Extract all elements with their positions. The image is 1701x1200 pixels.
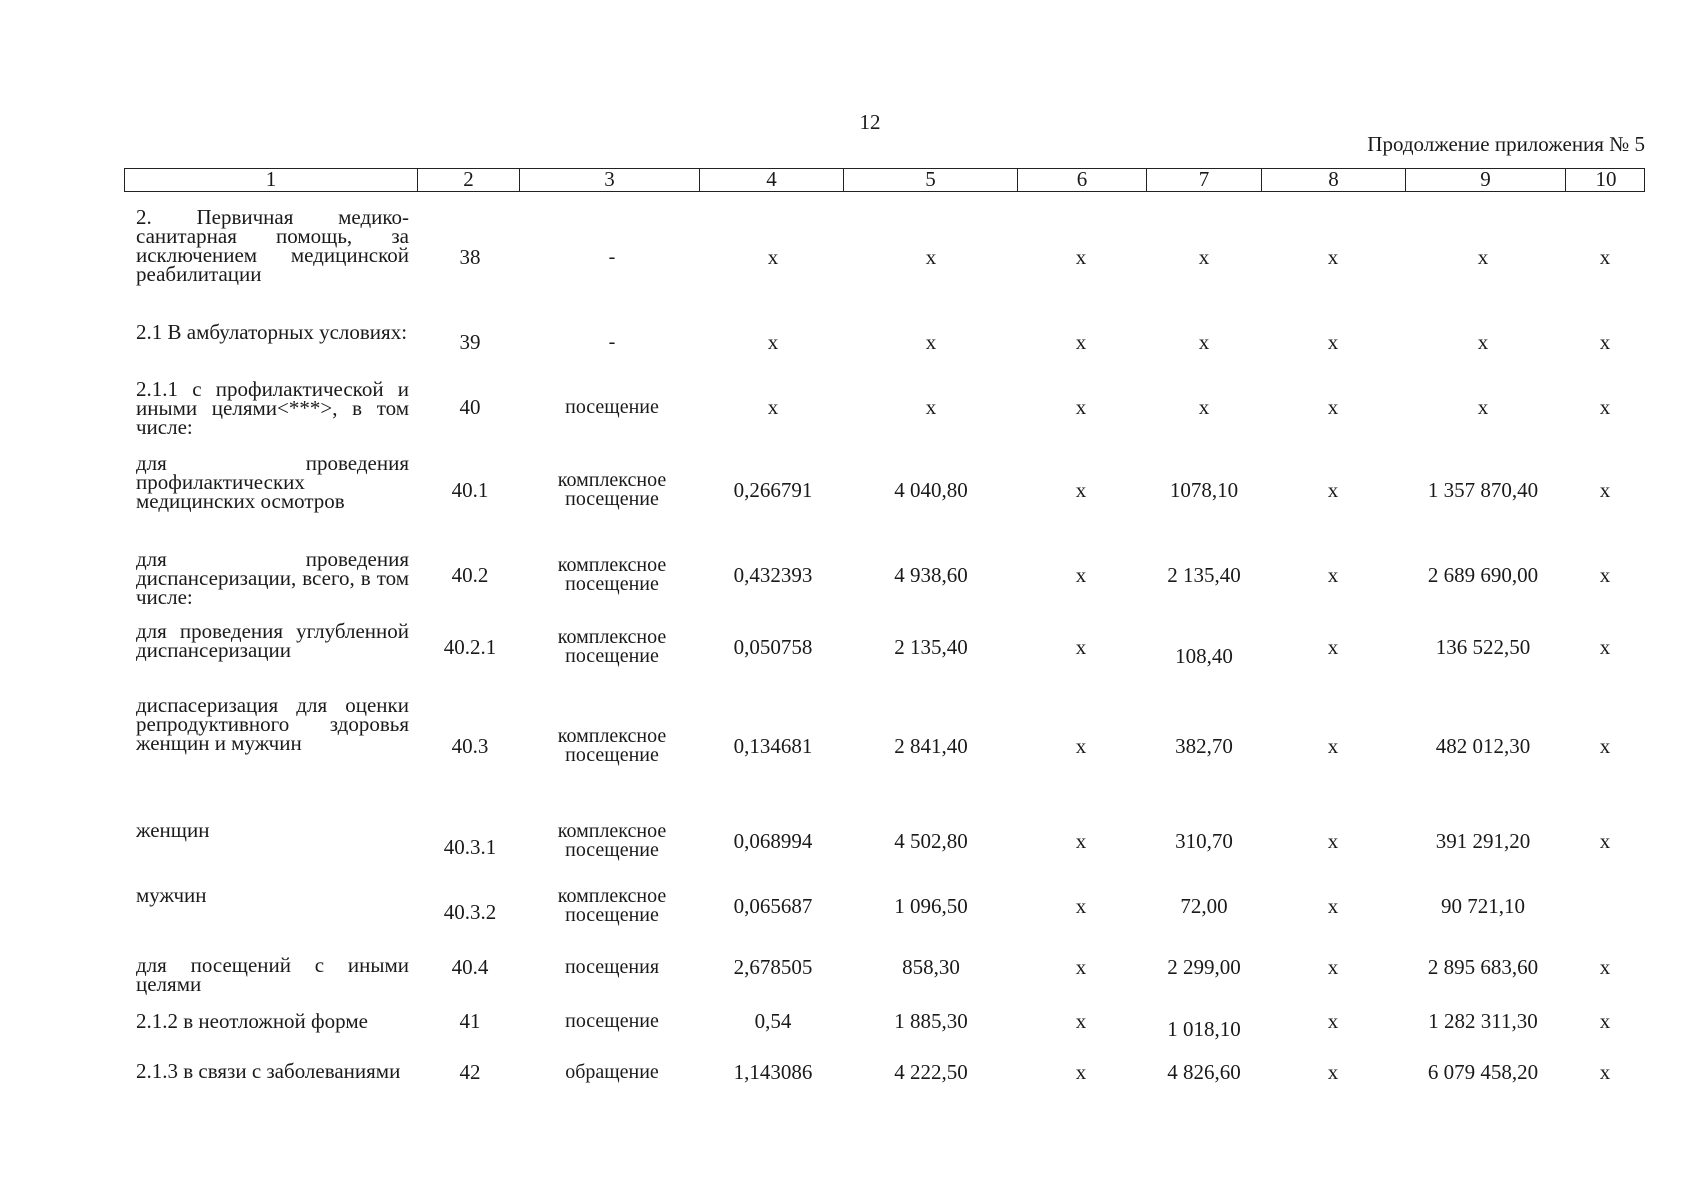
cell-v4: х <box>767 395 779 419</box>
cell-code: 42 <box>459 1060 481 1084</box>
cell-v4: 0,068994 <box>733 829 813 853</box>
cell-v9: 90 721,10 <box>1441 894 1525 918</box>
cell-unit: комплексное посещение <box>557 885 667 926</box>
column-number: 5 <box>844 169 1018 191</box>
cell-v5: х <box>925 245 937 269</box>
cell-v5: 4 040,80 <box>894 478 968 502</box>
cell-v4: х <box>767 330 779 354</box>
cell-code: 39 <box>459 330 481 354</box>
page-number: 12 <box>859 110 881 134</box>
cell-v5: 1 885,30 <box>894 1009 968 1033</box>
cell-v10: х <box>1599 330 1611 354</box>
cell-v8: х <box>1327 478 1339 502</box>
row-name: мужчин <box>136 883 207 907</box>
column-number: 3 <box>520 169 700 191</box>
column-number: 8 <box>1262 169 1406 191</box>
cell-v5: 4 938,60 <box>894 563 968 587</box>
cell-code: 40.3 <box>451 734 489 758</box>
cell-v4: 0,065687 <box>733 894 813 918</box>
cell-v9: х <box>1477 395 1489 419</box>
row-name: для проведения диспансеризации, всего, в том числе: <box>136 547 409 609</box>
cell-v5: 858,30 <box>902 955 960 979</box>
row-name: 2.1.3 в связи с заболеваниями <box>136 1059 401 1083</box>
cell-v8: х <box>1327 635 1339 659</box>
cell-v10: х <box>1599 1060 1611 1084</box>
cell-v7: 4 826,60 <box>1167 1060 1241 1084</box>
cell-v6: х <box>1075 1060 1087 1084</box>
cell-v10: х <box>1599 955 1611 979</box>
cell-unit: посещение <box>565 396 659 418</box>
cell-v10: х <box>1599 829 1611 853</box>
cell-code: 40.3.2 <box>443 900 497 924</box>
cell-v7: 72,00 <box>1180 894 1228 918</box>
row-name: 2.1.2 в неотложной форме <box>136 1009 368 1033</box>
cell-v9: 6 079 458,20 <box>1427 1060 1539 1084</box>
cell-v5: х <box>925 395 937 419</box>
cell-v5: 4 222,50 <box>894 1060 968 1084</box>
column-number: 9 <box>1406 169 1566 191</box>
cell-code: 40.4 <box>451 955 489 979</box>
cell-v9: 1 357 870,40 <box>1427 478 1539 502</box>
cell-unit: комплексное посещение <box>557 469 667 510</box>
cell-v7: х <box>1198 395 1210 419</box>
row-name: для проведения профилактических медицинских осмотров <box>136 451 409 513</box>
column-number: 7 <box>1147 169 1262 191</box>
cell-unit: комплексное посещение <box>557 554 667 595</box>
cell-v10: х <box>1599 1009 1611 1033</box>
row-name: диспасеризация для оценки репродуктивного здоровья женщин и мужчин <box>136 693 409 755</box>
cell-v6: х <box>1075 894 1087 918</box>
row-name: 2.1.1 с профилактической и иными целями<***>, в том числе: <box>136 377 409 439</box>
cell-v7: 108,40 <box>1175 644 1233 668</box>
cell-v5: х <box>925 330 937 354</box>
cell-v9: х <box>1477 245 1489 269</box>
cell-code: 40 <box>459 395 481 419</box>
cell-v5: 2 135,40 <box>894 635 968 659</box>
continuation-label: Продолжение приложения № 5 <box>1367 132 1645 156</box>
cell-v9: 2 895 683,60 <box>1427 955 1539 979</box>
cell-v6: х <box>1075 1009 1087 1033</box>
column-number: 4 <box>700 169 844 191</box>
column-number: 6 <box>1018 169 1147 191</box>
cell-v6: х <box>1075 829 1087 853</box>
row-name: 2. Первичная медико-санитарная помощь, за исключением медицинской реабилитации <box>136 205 409 286</box>
cell-v8: х <box>1327 1060 1339 1084</box>
cell-v5: 1 096,50 <box>894 894 968 918</box>
row-name: для посещений с иными целями <box>136 953 409 996</box>
cell-unit: - <box>608 246 616 268</box>
cell-v8: х <box>1327 395 1339 419</box>
cell-v4: 0,432393 <box>733 563 813 587</box>
cell-unit: обращение <box>565 1061 659 1083</box>
cell-unit: посещение <box>565 1010 659 1032</box>
cell-v8: х <box>1327 330 1339 354</box>
cell-v7: 382,70 <box>1175 734 1233 758</box>
cell-v6: х <box>1075 635 1087 659</box>
cell-code: 40.2.1 <box>443 635 497 659</box>
cell-v6: х <box>1075 245 1087 269</box>
cell-v9: 482 012,30 <box>1435 734 1531 758</box>
cell-v6: х <box>1075 395 1087 419</box>
cell-unit: посещения <box>564 956 660 978</box>
cell-code: 40.2 <box>451 563 489 587</box>
column-number: 2 <box>418 169 520 191</box>
cell-v6: х <box>1075 563 1087 587</box>
column-number: 10 <box>1595 167 1617 191</box>
cell-code: 38 <box>459 245 481 269</box>
cell-v4: 0,266791 <box>733 478 813 502</box>
cell-v8: х <box>1327 894 1339 918</box>
cell-v7: 1 018,10 <box>1167 1017 1241 1041</box>
cell-v10: х <box>1599 245 1611 269</box>
cell-v8: х <box>1327 245 1339 269</box>
cell-v6: х <box>1075 330 1087 354</box>
cell-v4: 2,678505 <box>733 955 813 979</box>
cell-v4: 0,050758 <box>733 635 813 659</box>
cell-code: 40.3.1 <box>443 835 497 859</box>
cell-v8: х <box>1327 829 1339 853</box>
row-name: для проведения углубленной диспансеризации <box>136 619 409 662</box>
cell-v10: х <box>1599 734 1611 758</box>
cell-v4: 0,54 <box>754 1009 792 1033</box>
cell-unit: комплексное посещение <box>557 725 667 766</box>
cell-unit: комплексное посещение <box>557 626 667 667</box>
cell-v8: х <box>1327 955 1339 979</box>
cell-v5: 2 841,40 <box>894 734 968 758</box>
cell-v9: х <box>1477 330 1489 354</box>
cell-v10: х <box>1599 395 1611 419</box>
cell-v9: 1 282 311,30 <box>1428 1009 1538 1033</box>
cell-v4: 1,143086 <box>733 1060 813 1084</box>
cell-v6: х <box>1075 478 1087 502</box>
column-number-header <box>124 168 1645 192</box>
cell-code: 41 <box>459 1009 481 1033</box>
cell-v10: х <box>1599 635 1611 659</box>
cell-v9: 2 689 690,00 <box>1427 563 1539 587</box>
cell-v7: 1078,10 <box>1169 478 1239 502</box>
cell-unit: комплексное посещение <box>557 820 667 861</box>
cell-v7: 310,70 <box>1175 829 1233 853</box>
cell-v7: 2 135,40 <box>1167 563 1241 587</box>
cell-v9: 391 291,20 <box>1435 829 1531 853</box>
cell-v9: 136 522,50 <box>1435 635 1531 659</box>
cell-v8: х <box>1327 1009 1339 1033</box>
row-name: женщин <box>136 818 210 842</box>
cell-v4: х <box>767 245 779 269</box>
row-name: 2.1 В амбулаторных условиях: <box>136 320 408 344</box>
cell-code: 40.1 <box>451 478 489 502</box>
cell-v6: х <box>1075 955 1087 979</box>
cell-v8: х <box>1327 734 1339 758</box>
cell-v5: 4 502,80 <box>894 829 968 853</box>
cell-v7: х <box>1198 245 1210 269</box>
cell-v7: х <box>1198 330 1210 354</box>
cell-v7: 2 299,00 <box>1167 955 1241 979</box>
cell-v6: х <box>1075 734 1087 758</box>
cell-v10: х <box>1599 563 1611 587</box>
column-number: 1 <box>125 169 418 191</box>
cell-v4: 0,134681 <box>733 734 813 758</box>
cell-v10: х <box>1599 478 1611 502</box>
cell-v8: х <box>1327 563 1339 587</box>
cell-unit: - <box>608 331 616 353</box>
